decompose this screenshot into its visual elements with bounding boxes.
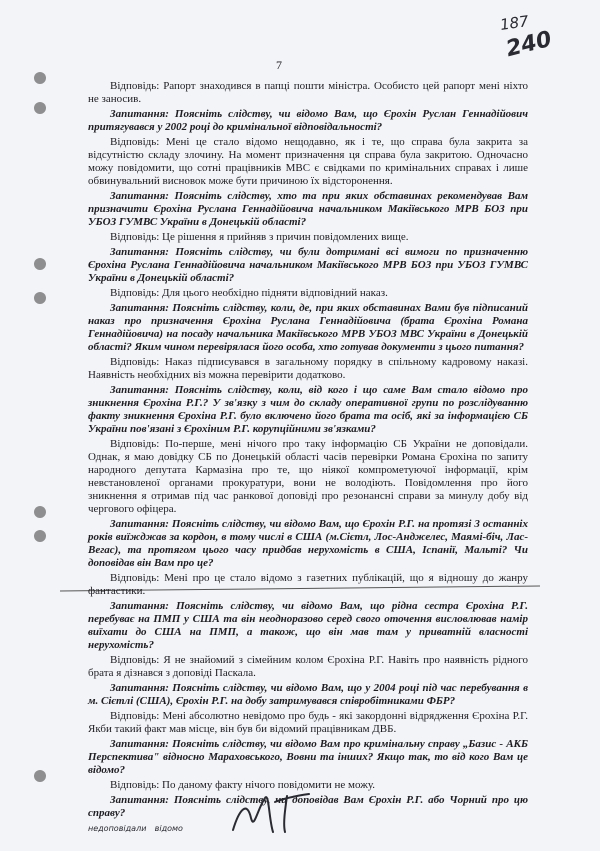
answer-paragraph: Відповідь: Це рішення я прийняв з причин повідомлених вище. [110,231,409,243]
question-paragraph: Запитання: Поясніть слідству, чи відомо Вам, що Єрохін Р.Г. на протязі 3 останніх років виїжджав за кордон, в тому числі в США (м.Сієтл, Лос-Анджелес, Маямі-біч, Лас-Вегас), та протягом цього часу придбав нерухомість в США, Іспанії, Мальті? Чи доповідав він Вам про це? [88,518,528,569]
answer-paragraph: Відповідь: Для цього необхідно підняти відповідний наказ. [110,287,388,299]
question-paragraph: Запитання: Поясніть слідству, чи відомо Вам, що рідна сестра Єрохіна Р.Г. перебуває на ПМП у США та він неодноразово серед свого оточення висловлював намір виїхати до США на ПМП, а також, що він мав там у приватній власності нерухомість? [88,600,528,651]
punch-hole [34,770,46,782]
answer-paragraph: Відповідь: Рапорт знаходився в папці пошти міністра. Особисто цей рапорт мені ніхто не заносив. [88,80,528,105]
question-paragraph: Запитання: Поясніть слідству, чи відомо Вам, що Єрохін Руслан Геннадійович притягувався у 2002 році до кримінальної відповідальності? [88,108,528,133]
handwritten-sheet-number: 187 [498,12,530,34]
answer-paragraph: Відповідь: Мені це стало відомо нещодавно, як і те, що справа була закрита за відсутністю складу злочину. На момент призначення ця справа була закритою. Одночасно можу повідомити, що сотні працівників МВС є свідками по кримінальних справах і лише обвинувальний висновок може бути причиною їх відсторонення. [88,136,528,187]
handwritten-insertion: недоповідали [88,824,147,833]
punch-hole [34,102,46,114]
answer-paragraph: Відповідь: По-перше, мені нічого про таку інформацію СБ України не доповідали. Однак, я маю довідку СБ по Донецькій області часів перевірки Романа Єрохіна по запиту народного депутата Кармазіна про те, що ніякої компрометуючої інформації, крім невстановленої органами прокуратури, вони не володіють. Повідомлення про його зникнення я отримав під час ранкової доповіді про резонансні справи за минулу добу від чергового офіцера. [88,438,528,515]
question-paragraph: Запитання: Поясніть слідству, чи доповідав Вам Єрохін Р.Г. або Чорний про цю справу? [88,794,528,819]
answer-paragraph: Відповідь: Мені абсолютно невідомо про будь - які закордонні відрядження Єрохіна Р.Г. Якби такий факт мав місце, він був би відомий працівникам ДВБ. [88,710,528,735]
signature [225,780,335,840]
punch-hole [34,506,46,518]
page-number: 7 [276,58,282,72]
punch-hole [34,530,46,542]
punch-hole [34,292,46,304]
punch-hole [34,72,46,84]
handwritten-page-number: 240 [503,26,555,63]
question-paragraph: Запитання: Поясніть слідству, чи відомо Вам про кримінальну справу „Базис - АКБ Перспектива" відносно Мараховського, Вовни та інших? Якщо так, то від кого Вам це відомо? [88,738,528,776]
handwritten-insertion-2: відомо [154,824,183,833]
answer-paragraph: Відповідь: По даному факту нічого повідомити не можу. [110,779,375,791]
question-paragraph: Запитання: Поясніть слідству, коли, від кого і що саме Вам стало відомо про зникнення Єрохіна Р.Г.? У зв'язку з чим до складу оперативної групи по розслідуванню факту зникнення Єрохіна Р.Г. було включено його брата та осіб, які за інформацією СБ України пов'язані з Єрохіним Р.Г. корупційними зв'язками? [88,384,528,435]
answer-paragraph: Відповідь: Наказ підписувався в загальному порядку в спільному кадровому наказі. Наявність необхідних віз можна перевірити додатково. [88,356,528,381]
question-paragraph: Запитання: Поясніть слідству, коли, де, при яких обставинах Вами був підписаний наказ про призначення Єрохіна Руслана Геннадійовича (брата Єрохіна Романа Геннадійовича) на посаду начальника Макіївського МРВ УБОЗ МВС України в Донецькій області? Яким чином перевірялася його особа, хто готував документи з цього питання? [88,302,528,353]
question-paragraph: Запитання: Поясніть слідству, чи були дотримані всі вимоги по призначенню Єрохіна Руслана Геннадійовича начальником Макіївського МРВ БОЗ при УБОЗ ГУМВС України в Донецькій області? [88,246,528,284]
interrogation-text [88,80,528,835]
question-paragraph: Запитання: Поясніть слідству, хто та при яких обставинах рекомендував Вам призначити Єрохіна Руслана Геннадійовича начальником Макіївського МРВ БОЗ при УБОЗ ГУМВС України в Донецькій області? [88,190,528,228]
answer-paragraph: Відповідь: Мені про це стало відомо з газетних публікацій, що я відношу до жанру фантастики. [88,572,528,597]
punch-hole [34,258,46,270]
answer-paragraph: Відповідь: Я не знайомий з сімейним колом Єрохіна Р.Г. Навіть про наявність рідного брата я дізнався з доповіді Паскала. [88,654,528,679]
question-paragraph: Запитання: Поясніть слідству, чи відомо Вам, що у 2004 році під час перебування в м. Сієтлі (США), Єрохін Р.Г. на добу затримувався співробітниками ФБР? [88,682,528,707]
